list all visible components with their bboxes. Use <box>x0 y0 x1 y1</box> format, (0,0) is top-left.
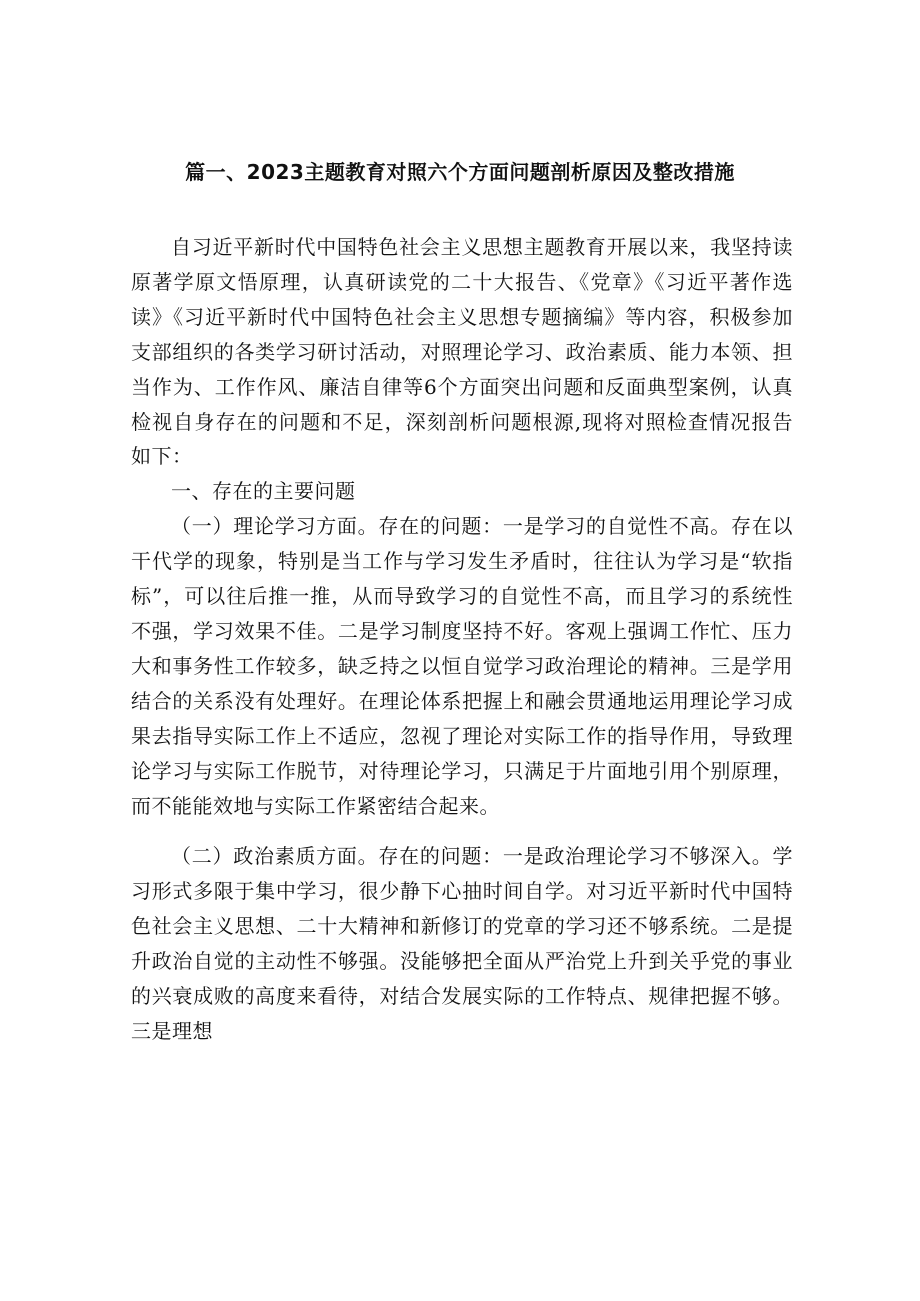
political-quality-paragraph: （二）政治素质方面。存在的问题：一是政治理论学习不够深入。学习形式多限于集中学习，很少静下心抽时间自学。对习近平新时代中国特色社会主义思想、二十大精神和新修订的党章的学习还不够系统。二是提升政治自觉的主动性不够强。没能够把全面从严治党上升到关乎党的事业的兴衰成败的高度来看待，对结合发展实际的工作特点、规律把握不够。三是理想 <box>131 844 793 1043</box>
intro-paragraph: 自习近平新时代中国特色社会主义思想主题教育开展以来，我坚持读原著学原文悟原理，认真研读党的二十大报告、《党章》《习近平著作选读》《习近平新时代中国特色社会主义思想专题摘编》等内容，积极参加支部组织的各类学习研讨活动，对照理论学习、政治素质、能力本领、担当作为、工作作风、廉洁自律等6个方面突出问题和反面典型案例，认真检视自身存在的问题和不足，深刻剖析问题根源,现将对照检查情况报告如下： <box>131 235 793 469</box>
document-body <box>131 230 793 1049</box>
section-heading: 一、存在的主要问题 <box>171 479 356 504</box>
theory-study-paragraph: （一）理论学习方面。存在的问题：一是学习的自觉性不高。存在以干代学的现象，特别是当工作与学习发生矛盾时，往往认为学习是“软指标”，可以往后推一推，从而导致学习的自觉性不高，而且学习的系统性不强，学习效果不佳。二是学习制度坚持不好。客观上强调工作忙、压力大和事务性工作较多，缺乏持之以恒自觉学习政治理论的精神。三是学用结合的关系没有处理好。在理论体系把握上和融会贯通地运用理论学习成果去指导实际工作上不适应，忽视了理论对实际工作的指导作用，导致理论学习与实际工作脱节，对待理论学习，只满足于片面地引用个别原理，而不能能效地与实际工作紧密结合起来。 <box>131 514 793 818</box>
document-title: 篇一、2023主题教育对照六个方面问题剖析原因及整改措施 <box>185 160 735 184</box>
